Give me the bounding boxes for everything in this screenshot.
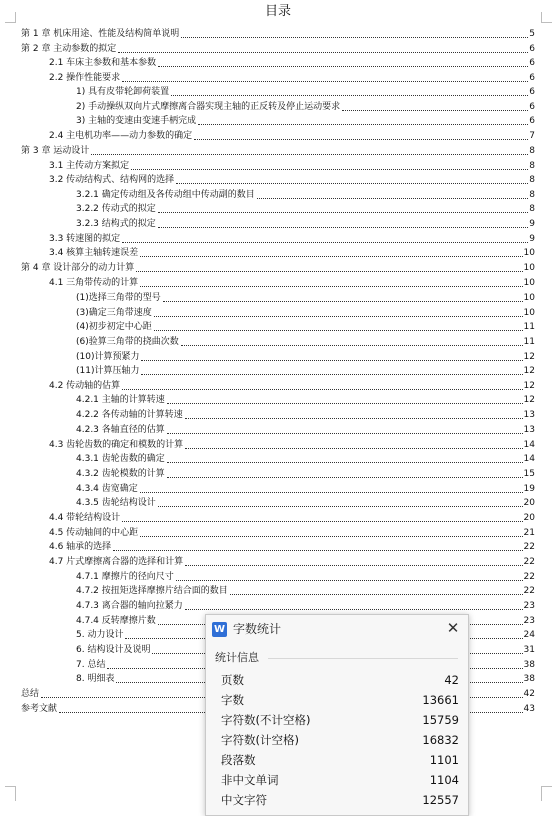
stat-row [221,731,459,749]
stat-label: 字符数(计空格) [221,733,299,747]
toc-entry-title: 3.1 主传动方案拟定 [49,161,130,171]
toc-entry-title: 4.7.3 离合器的轴向拉紧力 [76,601,183,611]
toc-entry-title: 2.1 车床主参数和基本参数 [49,58,157,68]
toc-entry-title: 第 4 章 设计部分的动力计算 [21,263,135,273]
toc-entry-title: (3)确定三角带速度 [76,308,152,318]
toc-entry-page: 23 [523,616,535,626]
toc-entry[interactable] [49,71,535,84]
toc-entry-page: 9 [529,234,535,244]
section-divider [268,658,458,659]
toc-entry[interactable] [49,379,535,392]
toc-entry-page: 21 [523,528,535,538]
toc-entry[interactable] [76,320,535,333]
toc-entry-title: 参考文献 [21,704,58,714]
toc-entry[interactable] [76,335,535,348]
toc-entry[interactable] [49,232,535,245]
toc-entry-page: 12 [523,395,535,405]
toc-entry-title: 4.6 轴承的选择 [49,542,112,552]
toc-entry-title: 4.2.1 主轴的计算转速 [76,395,165,405]
toc-entry-page: 12 [523,352,535,362]
wps-writer-icon: W [213,624,226,635]
toc-entry[interactable] [76,114,535,127]
stat-label: 字符数(不计空格) [221,713,311,727]
toc-entry[interactable] [49,246,535,259]
toc-entry-title: 4.3 齿轮齿数的确定和模数的计算 [49,440,184,450]
toc-entry-title: 8. 明细表 [76,674,115,684]
toc-entry-title: 6. 结构设计及说明 [76,645,151,655]
toc-entry-page: 7 [529,131,535,141]
toc-entry[interactable] [49,159,535,172]
dot-leader [122,241,528,243]
dot-leader [158,226,529,228]
toc-entry-page: 19 [523,484,535,494]
dot-leader [167,402,523,404]
dot-leader [131,168,528,170]
stat-row [221,771,459,789]
toc-entry-title: 第 1 章 机床用途、性能及结构简单说明 [21,29,180,39]
toc-entry-page: 11 [523,322,535,332]
toc-entry-title: 5. 动力设计 [76,630,124,640]
dot-leader [181,36,528,38]
toc-entry-page: 12 [523,366,535,376]
toc-entry-page: 6 [529,116,535,126]
dot-leader [118,51,528,53]
toc-entry-title: 2) 手动操纵双向片式摩擦离合器实现主轴的正反转及停止运动要求 [76,102,341,112]
dot-leader [181,344,523,346]
toc-entry-page: 10 [523,248,535,258]
toc-entry-page: 6 [529,87,535,97]
toc-entry-page: 22 [523,542,535,552]
toc-entry-page: 6 [529,102,535,112]
toc-entry-page: 8 [529,146,535,156]
toc-entry-title: 3.2.1 确定传动组及各传动组中传动副的数目 [76,190,255,200]
toc-entry-title: 4.7 片式摩擦离合器的选择和计算 [49,557,184,567]
toc-entry[interactable] [49,438,535,451]
toc-entry-page: 8 [529,175,535,185]
toc-entry-title: 1) 具有皮带轮卸荷装置 [76,87,170,97]
word-count-dialog [205,614,469,816]
toc-entry-title: 3.2.2 传动式的拟定 [76,204,156,214]
toc-entry-title: 3.2.3 结构式的拟定 [76,219,156,229]
toc-entry[interactable] [76,570,535,583]
toc-entry-page: 8 [529,161,535,171]
toc-entry-title: 3.4 核算主轴转速误差 [49,248,139,258]
toc-entry[interactable] [76,85,535,98]
stat-row [221,671,459,689]
toc-entry-page: 8 [529,204,535,214]
dot-leader [171,94,528,96]
toc-entry-page: 43 [523,704,535,714]
toc-entry[interactable] [76,306,535,319]
dot-leader [154,329,523,331]
toc-entry-title: 4.3.2 齿轮模数的计算 [76,469,165,479]
toc-entry-page: 14 [523,440,535,450]
toc-entry[interactable] [49,555,535,568]
stat-value: 12557 [422,793,459,807]
toc-entry[interactable] [21,144,535,157]
toc-entry[interactable] [49,540,535,553]
toc-entry-page: 5 [529,29,535,39]
dot-leader [140,491,523,493]
toc-entry[interactable] [21,27,535,40]
toc-entry-page: 22 [523,572,535,582]
toc-entry-page: 31 [523,645,535,655]
toc-entry[interactable] [49,526,535,539]
toc-entry-title: 总结 [21,689,40,699]
toc-entry-title: 2.4 主电机功率——动力参数的确定 [49,131,193,141]
toc-entry[interactable] [76,350,535,363]
dot-leader [167,461,523,463]
toc-entry-title: 3) 主轴的变速由变速手柄完成 [76,116,197,126]
toc-entry[interactable] [76,202,535,215]
stat-value: 42 [444,673,459,687]
toc-entry-title: 4.1 三角带传动的计算 [49,278,139,288]
toc-entry-title: (11)计算压轴力 [76,366,140,376]
toc-entry[interactable] [76,467,535,480]
stat-label: 非中文单词 [221,773,279,787]
toc-entry-title: 4.2 传动轴的估算 [49,381,121,391]
dot-leader [122,388,522,390]
stat-row [221,791,459,809]
toc-entry[interactable] [49,511,535,524]
toc-entry-title: 3.3 转速图的拟定 [49,234,121,244]
toc-entry-title: 2.2 操作性能要求 [49,73,121,83]
dot-leader [194,138,528,140]
page-corner-mark [5,786,16,801]
toc-entry[interactable] [21,261,535,274]
toc-entry-title: 第 2 章 主动参数的拟定 [21,44,117,54]
dot-leader [185,417,523,419]
stat-label: 页数 [221,673,244,687]
toc-entry[interactable] [49,173,535,186]
stat-value: 1101 [429,753,459,767]
toc-entry-page: 22 [523,586,535,596]
dot-leader [158,65,528,67]
toc-entry-page: 9 [529,219,535,229]
toc-entry-title: 4.4 带轮结构设计 [49,513,121,523]
dot-leader [140,285,522,287]
toc-entry[interactable] [76,599,535,612]
toc-entry[interactable] [76,217,535,230]
stat-value: 16832 [422,733,459,747]
toc-entry-title: 4.3.1 齿轮齿数的确定 [76,454,165,464]
toc-entry-page: 20 [523,513,535,523]
dot-leader [141,359,522,361]
toc-entry-page: 20 [523,498,535,508]
stat-row [221,751,459,769]
toc-entry[interactable] [76,452,535,465]
toc-entry-page: 42 [523,689,535,699]
stat-label: 中文字符 [221,793,267,807]
toc-entry-title: 4.5 传动轴间的中心距 [49,528,139,538]
toc-entry-page: 6 [529,73,535,83]
dot-leader [141,373,522,375]
toc-entry-page: 6 [529,44,535,54]
dot-leader [140,255,522,257]
dot-leader [122,520,522,522]
toc-entry-title: (4)初步初定中心距 [76,322,152,332]
toc-entry-title: 4.7.4 反转摩擦片数 [76,616,156,626]
toc-entry-title: 7. 总结 [76,660,106,670]
toc-entry[interactable] [76,100,535,113]
toc-entry-title: 4.3.5 齿轮结构设计 [76,498,156,508]
toc-entry-title: 4.3.4 齿宽确定 [76,484,138,494]
toc-entry-page: 6 [529,58,535,68]
stat-value: 13661 [422,693,459,707]
dot-leader [136,270,522,272]
toc-entry-title: 4.7.1 摩擦片的径向尺寸 [76,572,174,582]
toc-entry[interactable] [76,364,535,377]
dot-leader [198,123,528,125]
toc-entry[interactable] [76,393,535,406]
stat-label: 字数 [221,693,244,707]
toc-entry[interactable] [76,423,535,436]
toc-entry[interactable] [76,496,535,509]
dot-leader [176,579,523,581]
stat-label: 段落数 [221,753,256,767]
dot-leader [342,109,528,111]
toc-entry-page: 10 [523,263,535,273]
dot-leader [91,153,528,155]
dot-leader [257,197,529,199]
dot-leader [230,593,523,595]
toc-entry-title: (6)验算三角带的挠曲次数 [76,337,179,347]
toc-entry[interactable] [49,129,535,142]
section-label: 统计信息 [215,651,259,664]
toc-entry-page: 15 [523,469,535,479]
dot-leader [122,80,528,82]
toc-entry-page: 22 [523,557,535,567]
toc-entry-page: 23 [523,601,535,611]
dialog-header[interactable] [206,615,468,643]
dot-leader [158,505,523,507]
toc-entry-page: 11 [523,337,535,347]
stat-row [221,691,459,709]
dot-leader [163,300,523,302]
dialog-title: 字数统计 [233,622,282,636]
dot-leader [167,476,523,478]
toc-entry-page: 14 [523,454,535,464]
toc-entry-page: 38 [523,674,535,684]
toc-entry-title: (10)计算预紧力 [76,352,140,362]
stat-row [221,711,459,729]
toc-entry[interactable] [21,42,535,55]
toc-entry-page: 10 [523,278,535,288]
dot-leader [154,315,523,317]
stat-value: 1104 [429,773,459,787]
toc-entry[interactable] [76,584,535,597]
toc-entry-title: (1)选择三角带的型号 [76,293,161,303]
dot-leader [140,535,522,537]
toc-entry-title: 4.2.2 各传动轴的计算转速 [76,410,183,420]
toc-entry[interactable] [76,408,535,421]
page-corner-mark [541,786,552,801]
toc-entry-title: 3.2 传动结构式、结构网的选择 [49,175,175,185]
toc-entry-title: 第 3 章 运动设计 [21,146,90,156]
toc-entry-page: 10 [523,293,535,303]
toc-entry[interactable] [76,188,535,201]
dot-leader [185,608,523,610]
toc-heading: 目录 [264,4,291,19]
dot-leader [167,432,523,434]
toc-entry-page: 38 [523,660,535,670]
toc-entry[interactable] [49,56,535,69]
dot-leader [113,549,522,551]
dot-leader [176,182,528,184]
stat-value: 15759 [422,713,459,727]
dot-leader [185,447,522,449]
toc-entry-page: 13 [523,425,535,435]
toc-entry-title: 4.7.2 按扭矩选择摩擦片结合面的数目 [76,586,228,596]
toc-entry-page: 24 [523,630,535,640]
dot-leader [158,211,529,213]
toc-entry[interactable] [49,276,535,289]
toc-entry-page: 8 [529,190,535,200]
toc-entry-page: 12 [523,381,535,391]
toc-entry-page: 13 [523,410,535,420]
close-icon[interactable]: ✕ [446,619,460,637]
dot-leader [185,564,522,566]
toc-entry-page: 10 [523,308,535,318]
toc-entry[interactable] [76,291,535,304]
toc-entry-title: 4.2.3 各轴直径的估算 [76,425,165,435]
toc-entry[interactable] [76,482,535,495]
